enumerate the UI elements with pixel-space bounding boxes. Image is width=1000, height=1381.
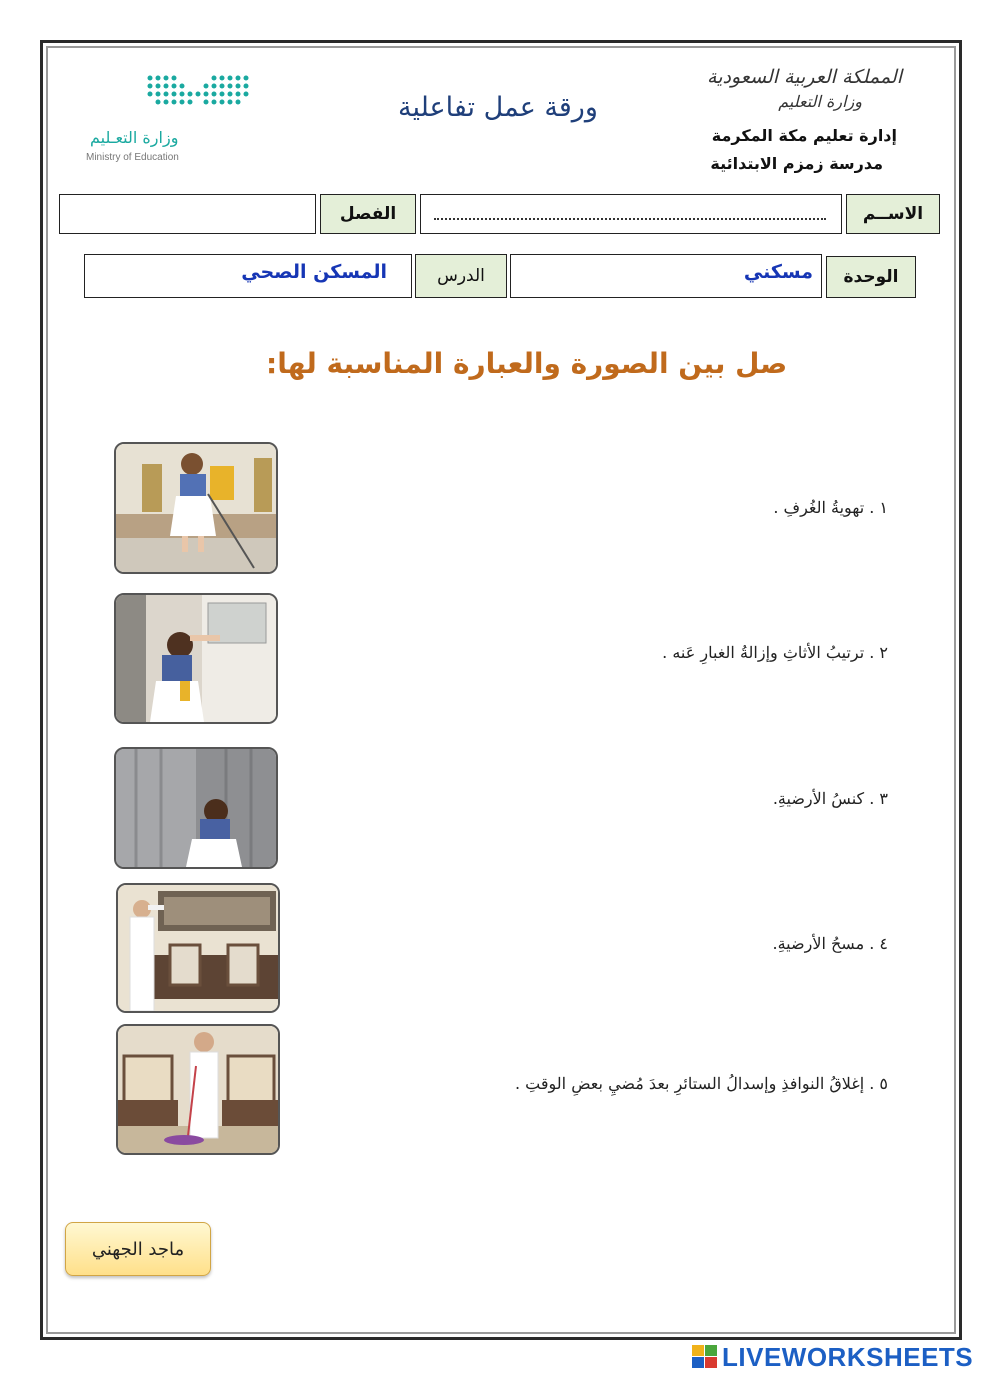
photo-dusting[interactable]	[114, 593, 278, 724]
boy-mopping-image	[118, 1026, 278, 1153]
lesson-label: الدرس	[415, 254, 507, 298]
liveworksheets-logo-icon	[692, 1345, 718, 1369]
statement-2: ٢ . ترتيبُ الأثاثِ وإزالةُ الغبارِ عَنه .	[662, 643, 888, 662]
photo-mopping[interactable]	[116, 1024, 280, 1155]
ministry-dots-icon	[142, 72, 252, 112]
class-field[interactable]	[59, 194, 316, 234]
photo-curtains[interactable]	[114, 747, 278, 869]
education-admin: إدارة تعليم مكة المكرمة	[711, 126, 897, 145]
statement-5: ٥ . إغلاقُ النوافذِ وإسدالُ الستائرِ بعدَ مُضيِ بعضِ الوقتِ .	[515, 1074, 888, 1093]
unit-value: مسكني	[743, 261, 813, 283]
author-button: ماجد الجهني	[65, 1222, 211, 1276]
lesson-value: المسكن الصحي	[241, 261, 387, 283]
name-dotted-line	[434, 218, 826, 220]
girl-sweeping-image	[116, 444, 276, 572]
photo-sweeping[interactable]	[114, 442, 278, 574]
statement-1: ١ . تهويةُ الغُرفِ .	[773, 498, 888, 517]
girl-dusting-image	[116, 595, 276, 722]
worksheet-title: ورقة عمل تفاعلية	[398, 92, 598, 123]
unit-label: الوحدة	[826, 256, 916, 298]
ministry-name-en: Ministry of Education	[86, 152, 179, 163]
unit-field	[510, 254, 822, 298]
instruction: صل بين الصورة والعبارة المناسبة لها:	[266, 347, 788, 380]
ministry-calligraphy: وزارة التعليم	[778, 92, 862, 111]
kingdom-name: المملكة العربية السعودية	[707, 66, 902, 88]
class-label: الفصل	[320, 194, 416, 234]
statement-3: ٣ . كنسُ الأرضيةِ.	[772, 789, 888, 808]
boy-wiping-image	[118, 885, 278, 1011]
name-field[interactable]	[420, 194, 842, 234]
statement-4: ٤ . مسحُ الأرضيةِ.	[772, 934, 888, 953]
liveworksheets-brand	[692, 1343, 973, 1371]
school-name: مدرسة زمزم الابتدائية	[710, 154, 883, 173]
girl-curtains-image	[116, 749, 276, 867]
ministry-logo	[80, 72, 260, 172]
name-label: الاســم	[846, 194, 940, 234]
ministry-name-ar: وزارة التعـليم	[90, 128, 179, 147]
liveworksheets-text: LIVEWORKSHEETS	[722, 1341, 974, 1372]
kingdom-emblem	[707, 66, 902, 116]
lesson-field	[84, 254, 412, 298]
photo-wiping-wall[interactable]	[116, 883, 280, 1013]
